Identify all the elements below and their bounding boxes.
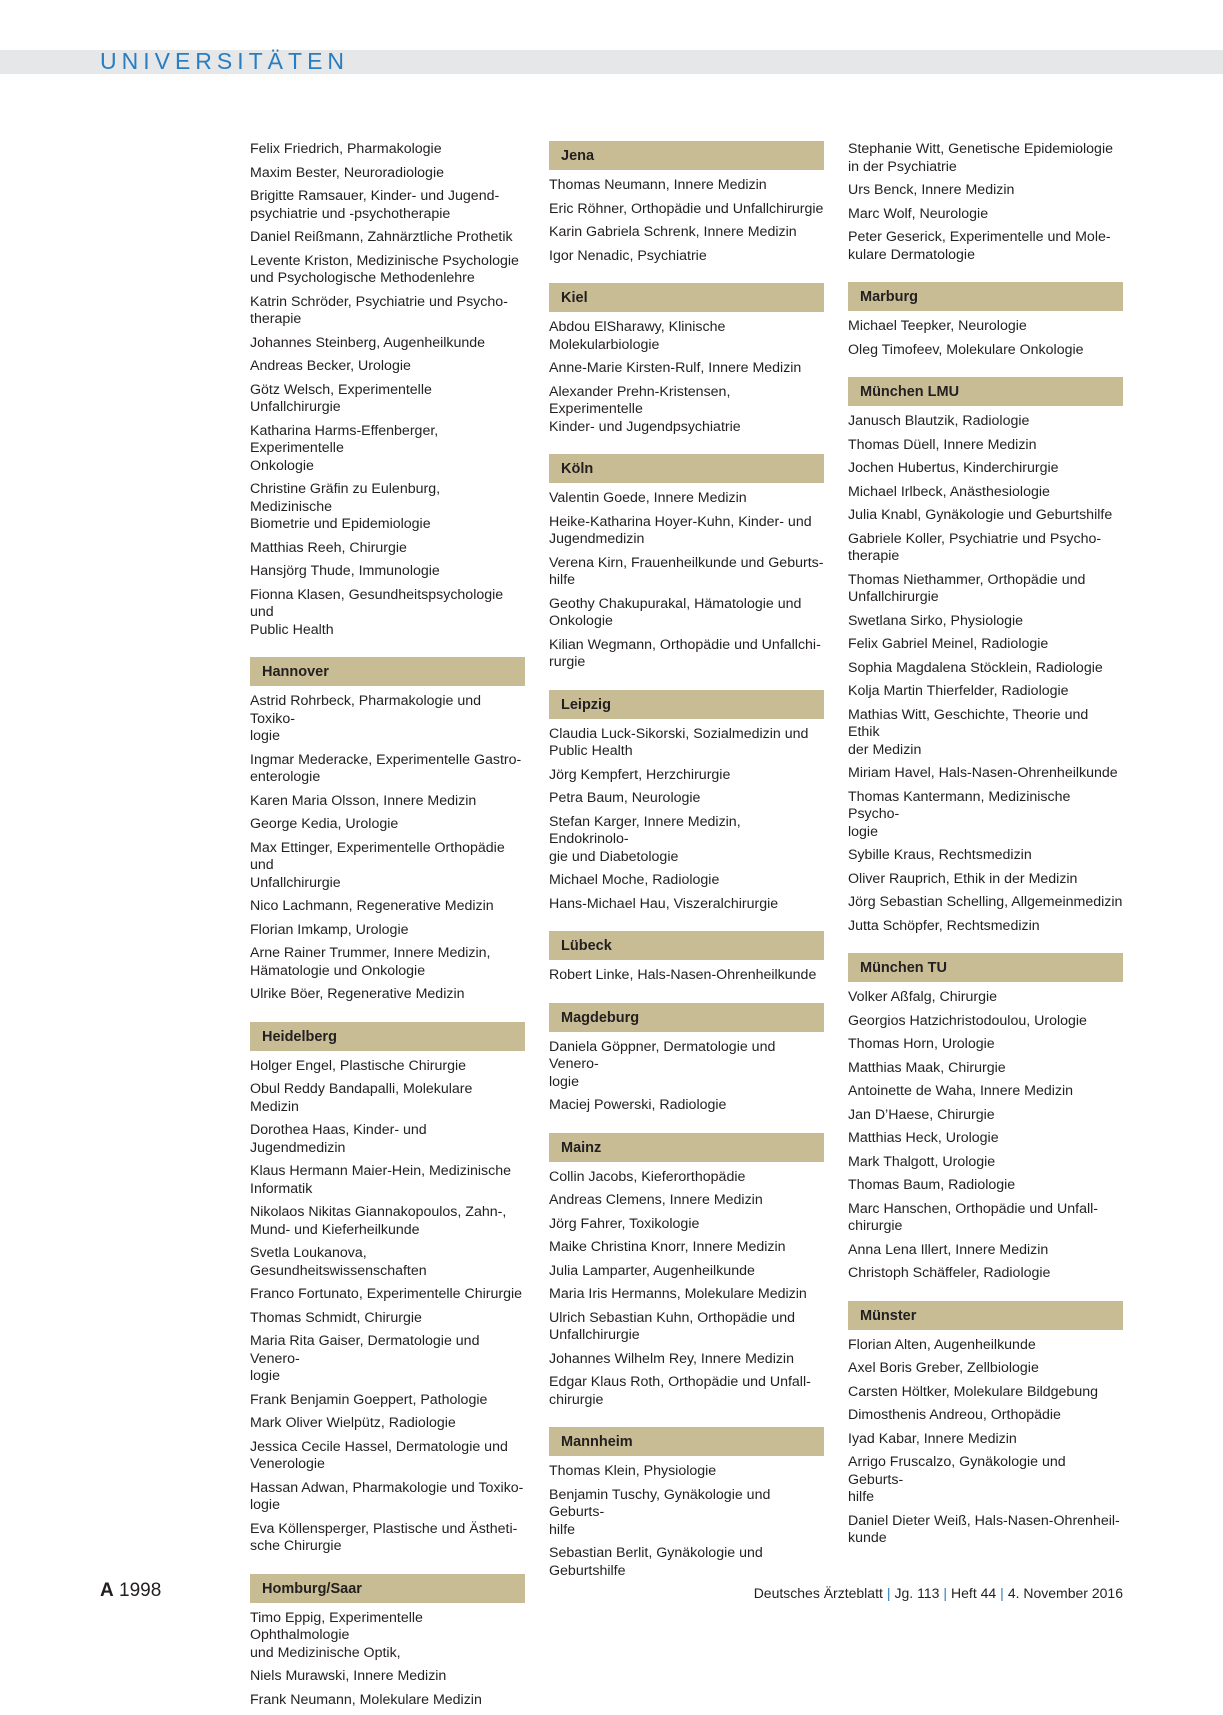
separator: | [886,1585,891,1601]
list-item: Nikolaos Nikitas Giannakopoulos, Zahn-, Mund- und Kieferheilkunde [250,1204,507,1238]
list-item: Robert Linke, Hals-Nasen-Ohrenheilkunde [549,967,817,983]
university-heading: Mannheim [549,1427,824,1456]
university-heading: Kiel [549,283,824,312]
list-item: Jessica Cecile Hassel, Dermatologie und Venerologie [250,1438,508,1472]
list-item: Karin Gabriela Schrenk, Innere Medizin [549,224,797,240]
list-item: Mathias Witt, Geschichte, Theorie und Ethik der Medizin [848,706,1089,758]
list-item: Carsten Höltker, Molekulare Bildgebung [848,1383,1098,1400]
list-item: Mark Oliver Wielpütz, Radiologie [250,1415,456,1431]
list-item: Petra Baum, Neurologie [549,790,701,806]
list-item: Maike Christina Knorr, Innere Medizin [549,1239,786,1255]
list-item: Arne Rainer Trummer, Innere Medizin, Hämatologie und Onkologie [250,945,491,979]
section-title: UNIVERSITÄTEN [100,48,350,74]
volume: Jg. 113 [894,1585,940,1601]
list-item: Thomas Kantermann, Medizinische Psycho- logie [848,788,1071,840]
separator: | [943,1585,948,1601]
list-item: Antoinette de Waha, Innere Medizin [848,1083,1074,1099]
list-item: Fionna Klasen, Gesundheitspsychologie und Public Health [250,586,504,638]
column-2 [549,141,824,1586]
list-item: Holger Engel, Plastische Chirurgie [250,1057,467,1074]
university-heading: Leipzig [549,690,824,719]
list-item: Swetlana Sirko, Physiologie [848,612,1024,629]
journal-name: Deutsches Ärzteblatt [753,1585,883,1601]
university-section [848,953,1123,1283]
page-number [100,1580,161,1602]
list-item: Julia Lamparter, Augenheilkunde [549,1262,755,1279]
list-item: Ulrike Böer, Regenerative Medizin [250,986,465,1002]
list-item: Niels Murawski, Innere Medizin [250,1668,447,1684]
list-item: Frank Neumann, Molekulare Medizin [250,1691,482,1708]
university-heading: Homburg/Saar [250,1574,525,1603]
list-item: Abdou ElSharawy, Klinische Molekularbiologie [549,319,726,353]
list-item: Thomas Klein, Physiologie [549,1463,717,1479]
list-item: Iyad Kabar, Innere Medizin [848,1430,1017,1447]
list-item: Hans-Michael Hau, Viszeralchirurgie [549,895,779,912]
list-item: Hansjörg Thude, Immunologie [250,563,440,579]
list-item: Florian Imkamp, Urologie [250,921,409,938]
list-item: Thomas Niethammer, Orthopädie und Unfallchirurgie [848,571,1086,605]
list-item: Felix Gabriel Meinel, Radiologie [848,636,1049,652]
list-item: Matthias Reeh, Chirurgie [250,539,407,556]
list-item: Katharina Harms-Effenberger, Experimentelle Onkologie [250,422,439,474]
list-item: Andreas Becker, Urologie [250,358,411,374]
list-item: Svetla Loukanova, Gesundheitswissenschaften [250,1245,427,1279]
list-item: Nico Lachmann, Regenerative Medizin [250,898,494,914]
list-item: Sybille Kraus, Rechtsmedizin [848,847,1032,863]
list-item: Janusch Blautzik, Radiologie [848,413,1030,429]
list-item: Maciej Powerski, Radiologie [549,1097,727,1113]
university-section [848,377,1123,935]
list-item: Verena Kirn, Frauenheilkunde und Geburts- hilfe [549,554,824,588]
list-item: Benjamin Tuschy, Gynäkologie und Geburts- hilfe [549,1486,771,1538]
list-item: Arrigo Fruscalzo, Gynäkologie und Geburts- hilfe [848,1454,1066,1505]
list-item: Mark Thalgott, Urologie [848,1153,996,1170]
page-letter: A [100,1580,114,1601]
university-section [549,1427,824,1580]
list-item: Christoph Schäffeler, Radiologie [848,1265,1051,1281]
list-item: Brigitte Ramsauer, Kinder- und Jugend- psychiatrie und -psychotherapie [250,188,500,222]
list-item: Frank Benjamin Goeppert, Pathologie [250,1391,488,1408]
university-heading: Lübeck [549,931,824,960]
list-item: Karen Maria Olsson, Innere Medizin [250,792,477,809]
university-section [549,690,824,914]
list-item: Jutta Schöpfer, Rechtsmedizin [848,917,1040,934]
list-item: Anna Lena Illert, Innere Medizin [848,1241,1049,1258]
list-item: Astrid Rohrbeck, Pharmakologie und Toxiko- logie [250,693,482,744]
list-item: Timo Eppig, Experimentelle Ophthalmologie und Medizinische Optik, [250,1609,423,1661]
list-item: Geothy Chakupurakal, Hämatologie und Onkologie [549,595,802,629]
list-item: Maria Iris Hermanns, Molekulare Medizin [549,1286,807,1302]
list-item: Jan D’Haese, Chirurgie [848,1106,995,1123]
list-item: Kilian Wegmann, Orthopädie und Unfallchi- rurgie [549,636,821,670]
list-item: Matthias Heck, Urologie [848,1130,999,1146]
list-item: Gabriele Koller, Psychiatrie und Psycho- therapie [848,530,1102,564]
list-item: Dorothea Haas, Kinder- und Jugendmedizin [250,1122,427,1156]
list-item: Heike-Katharina Hoyer-Kuhn, Kinder- und Jugendmedizin [549,513,812,547]
list-item: Edgar Klaus Roth, Orthopädie und Unfall- chirurgie [549,1374,811,1408]
list-item: Georgios Hatzichristodoulou, Urologie [848,1012,1087,1029]
list-item: Ulrich Sebastian Kuhn, Orthopädie und Unfallchirurgie [549,1309,796,1343]
list-item: Thomas Schmidt, Chirurgie [250,1309,422,1326]
list-item: Jochen Hubertus, Kinderchirurgie [848,460,1059,476]
university-heading: Magdeburg [549,1003,824,1032]
list-item: Thomas Neumann, Innere Medizin [549,177,767,193]
list-item: Maria Rita Gaiser, Dermatologie und Venero- logie [250,1333,480,1384]
list-item: Valentin Goede, Innere Medizin [549,490,747,506]
column-3 [848,141,1123,1554]
university-heading: Köln [549,454,824,483]
university-section [250,1022,525,1556]
university-heading: Mainz [549,1133,824,1162]
list-item: Franco Fortunato, Experimentelle Chirurgie [250,1286,523,1302]
list-item: Eric Röhner, Orthopädie und Unfallchirurgie [549,200,824,217]
list-item: Julia Knabl, Gynäkologie und Geburtshilfe [848,507,1113,523]
list-item: Maxim Bester, Neuroradiologie [250,164,444,181]
list-item: Andreas Clemens, Innere Medizin [549,1192,763,1208]
list-item: Johannes Steinberg, Augenheilkunde [250,334,486,351]
list-item: Jörg Sebastian Schelling, Allgemeinmedizin [848,894,1123,910]
university-section [250,141,525,639]
footer-citation [754,1585,1123,1601]
list-item: Oleg Timofeev, Molekulare Onkologie [848,341,1084,358]
list-item: Kolja Martin Thierfelder, Radiologie [848,683,1069,699]
university-section [250,1574,525,1710]
list-item: Obul Reddy Bandapalli, Molekulare Medizin [250,1081,473,1115]
column-1 [250,141,525,1715]
university-heading: München TU [848,953,1123,982]
university-section [549,454,824,672]
list-item: Thomas Horn, Urologie [848,1036,995,1052]
university-section [549,141,824,265]
list-item: Michael Irlbeck, Anästhesiologie [848,483,1050,500]
university-heading: Heidelberg [250,1022,525,1051]
university-heading: Jena [549,141,824,170]
list-item: Urs Benck, Innere Medizin [848,182,1015,198]
university-section [549,1003,824,1115]
list-item: Florian Alten, Augenheilkunde [848,1336,1036,1353]
university-heading: Münster [848,1301,1123,1330]
university-section [549,931,824,985]
university-heading: München LMU [848,377,1123,406]
list-item: Daniel Dieter Weiß, Hals-Nasen-Ohrenheil- kunde [848,1512,1120,1546]
list-item: Oliver Rauprich, Ethik in der Medizin [848,870,1078,887]
list-item: Michael Moche, Radiologie [549,872,720,888]
university-section [549,1133,824,1410]
list-item: Michael Teepker, Neurologie [848,318,1027,334]
list-item: Stefan Karger, Innere Medizin, Endokrinolo- gie und Diabetologie [549,813,741,865]
list-item: Klaus Hermann Maier-Hein, Medizinische Informatik [250,1163,511,1197]
list-item: Igor Nenadic, Psychiatrie [549,247,707,264]
list-item: Katrin Schröder, Psychiatrie und Psycho- therapie [250,293,508,327]
university-section [549,283,824,436]
list-item: Sophia Magdalena Stöcklein, Radiologie [848,659,1103,676]
list-item: Anne-Marie Kirsten-Rulf, Innere Medizin [549,360,802,376]
list-item: Christine Gräfin zu Eulenburg, Medizinische Biometrie und Epidemiologie [250,481,441,532]
separator: | [1000,1585,1004,1601]
list-item: Daniela Göppner, Dermatologie und Venero- logie [549,1038,776,1090]
list-item: Felix Friedrich, Pharmakologie [250,141,442,157]
list-item: Collin Jacobs, Kieferorthopädie [549,1168,746,1185]
list-item: Matthias Maak, Chirurgie [848,1059,1006,1076]
issue: Heft 44 [951,1585,997,1601]
list-item: Levente Kriston, Medizinische Psychologie und Psychologische Methodenlehre [250,252,519,286]
list-item: Jörg Fahrer, Toxikologie [549,1215,700,1232]
list-item: Götz Welsch, Experimentelle Unfallchirurgie [250,381,432,415]
page-number-value: 1998 [119,1580,162,1601]
list-item: Hassan Adwan, Pharmakologie und Toxiko- logie [250,1479,524,1513]
university-section [848,1301,1123,1548]
list-item: Johannes Wilhelm Rey, Innere Medizin [549,1350,794,1367]
list-item: George Kedia, Urologie [250,816,399,832]
issue-date: 4. November 2016 [1007,1585,1123,1601]
university-heading: Marburg [848,282,1123,311]
list-item: Alexander Prehn-Kristensen, Experimentelle Kinder- und Jugendpsychiatrie [549,383,741,435]
university-section [848,141,1123,264]
list-item: Miriam Havel, Hals-Nasen-Ohrenheilkunde [848,765,1118,781]
list-item: Volker Aßfalg, Chirurgie [848,989,998,1005]
list-item: Marc Hanschen, Orthopädie und Unfall- chirurgie [848,1200,1098,1234]
list-item: Stephanie Witt, Genetische Epidemiologie in der Psychiatrie [848,141,1113,175]
university-section [848,282,1123,359]
list-item: Thomas Baum, Radiologie [848,1177,1016,1193]
list-item: Axel Boris Greber, Zellbiologie [848,1360,1039,1376]
list-item: Jörg Kempfert, Herzchirurgie [549,766,731,783]
list-item: Peter Geserick, Experimentelle und Mole- kulare Dermatologie [848,229,1111,263]
list-item: Eva Köllensperger, Plastische und Ästheti- sche Chirurgie [250,1520,518,1554]
list-item: Dimosthenis Andreou, Orthopädie [848,1407,1061,1423]
list-item: Marc Wolf, Neurologie [848,205,989,222]
university-heading: Hannover [250,657,525,686]
list-item: Daniel Reißmann, Zahnärztliche Prothetik [250,229,513,245]
list-item: Ingmar Mederacke, Experimentelle Gastro- enterologie [250,751,522,785]
list-item: Thomas Düell, Innere Medizin [848,436,1037,453]
list-item: Sebastian Berlit, Gynäkologie und Geburtshilfe [549,1545,763,1579]
university-section [250,657,525,1004]
list-item: Claudia Luck-Sikorski, Sozialmedizin und Public Health [549,725,809,759]
list-item: Max Ettinger, Experimentelle Orthopädie und Unfallchirurgie [250,839,505,891]
